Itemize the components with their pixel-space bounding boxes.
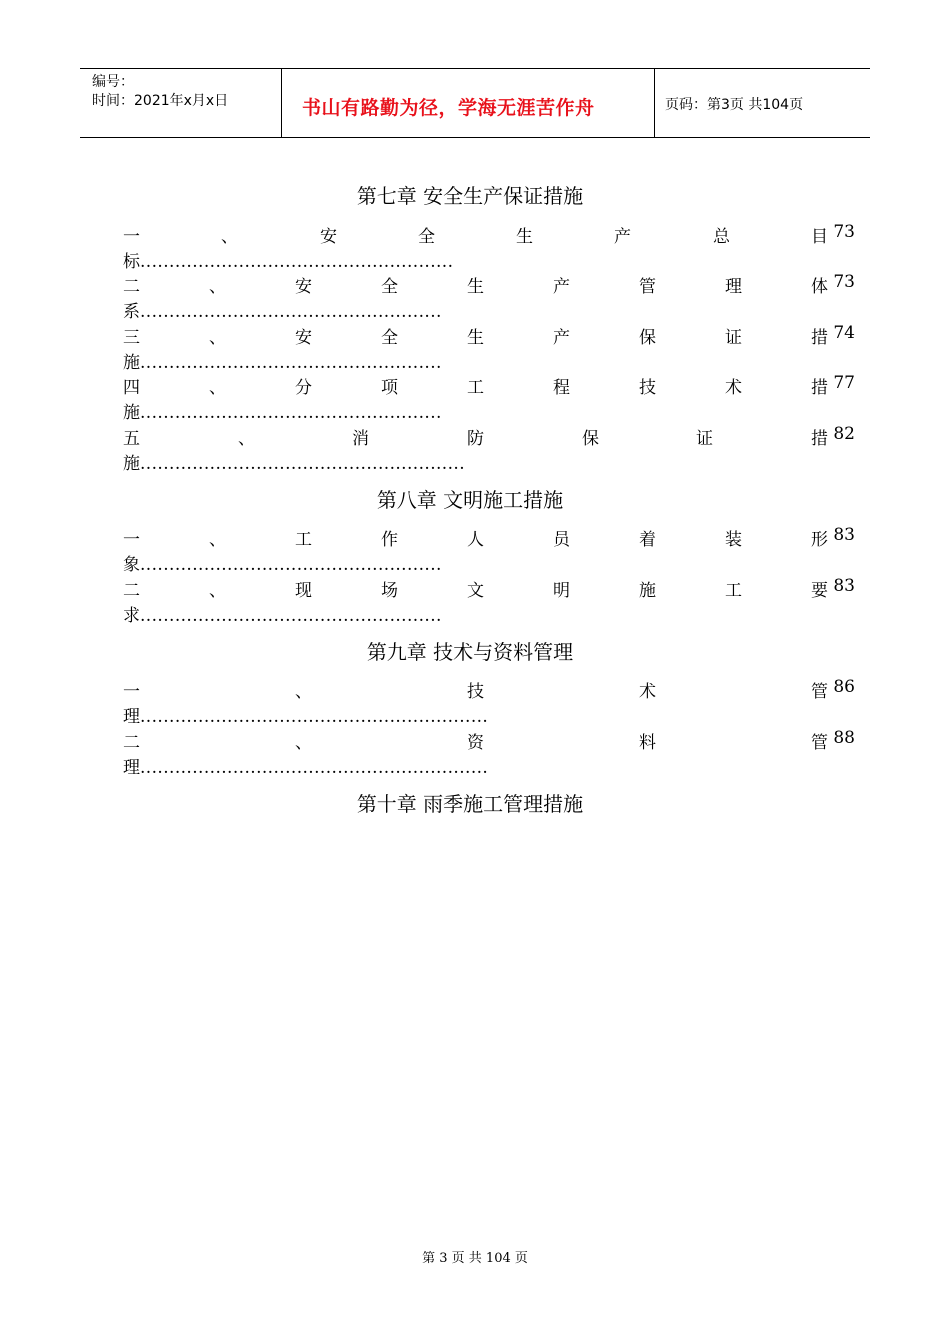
toc-dot-leader: .................................................... — [140, 353, 442, 373]
toc-entry-title-line — [123, 272, 855, 298]
toc-entry-char: 人 — [467, 530, 484, 550]
toc-dot-leader: .................................................... — [140, 403, 442, 423]
document-code-label: 编号： — [92, 74, 134, 90]
toc-entry-continuation — [123, 297, 442, 322]
toc-entry-char: 员 — [553, 530, 570, 550]
toc-entry-char: 全 — [418, 227, 435, 247]
header-page-info: 页码：第3页 共104页 — [665, 97, 804, 113]
toc-entry-char: 工 — [295, 530, 312, 550]
toc-entry-tail-char: 施 — [123, 403, 140, 423]
header-page-cell — [655, 69, 870, 137]
toc-entry-char: 三 — [123, 328, 140, 348]
toc-entry-title-line — [123, 728, 855, 754]
toc-entry-char: 全 — [381, 277, 398, 297]
toc-entry-char: 一 — [123, 530, 140, 550]
toc-entry-title-line — [123, 677, 855, 703]
toc-entry-char: 项 — [381, 378, 398, 398]
toc-dot-leader: ............................................................ — [140, 758, 489, 778]
toc-entry-char: 安 — [295, 277, 312, 297]
toc-entry-char: 管 — [811, 682, 828, 702]
toc-entry-char: 文 — [467, 581, 484, 601]
toc-entry-char: 、 — [295, 733, 312, 753]
toc-entry-continuation — [123, 247, 453, 272]
toc-entry-char: 目 — [811, 227, 828, 247]
toc-entry-tail-char: 求 — [123, 606, 140, 626]
toc-entry-char: 场 — [381, 581, 398, 601]
toc-entry-char: 一 — [123, 227, 140, 247]
toc-dot-leader: ............................................................ — [140, 707, 489, 727]
toc-entry-char: 二 — [123, 733, 140, 753]
toc-entry-title-line — [123, 222, 855, 248]
toc-entry-char: 着 — [639, 530, 656, 550]
toc-entry-char: 措 — [811, 429, 828, 449]
toc-entry-char: 形 — [811, 530, 828, 550]
toc-entry-char: 产 — [553, 328, 570, 348]
toc-entry-char: 措 — [811, 378, 828, 398]
toc-entry-tail-char: 理 — [123, 707, 140, 727]
toc-dot-leader: .................................................... — [140, 606, 442, 626]
toc-entry-tail-char: 系 — [123, 302, 140, 322]
toc-entry-char: 、 — [295, 682, 312, 702]
toc-entry-char: 技 — [467, 682, 484, 702]
toc-entry-char: 消 — [352, 429, 369, 449]
toc-entry-char: 理 — [725, 277, 742, 297]
toc-entry-char: 、 — [238, 429, 255, 449]
toc-entry-page-number: 83 — [833, 525, 855, 545]
toc-entry-title-line — [123, 424, 855, 450]
toc-entry-title-line — [123, 323, 855, 349]
toc-entry-title-line — [123, 525, 855, 551]
toc-entry-tail-char: 理 — [123, 758, 140, 778]
toc-entry-char: 管 — [811, 733, 828, 753]
toc-entry-page-number: 83 — [833, 576, 855, 596]
toc-entry-char: 防 — [467, 429, 484, 449]
toc-entry-char: 工 — [467, 378, 484, 398]
toc-entry-char: 术 — [639, 682, 656, 702]
toc-entry-tail-char: 标 — [123, 252, 140, 272]
toc-entry-char: 要 — [811, 581, 828, 601]
toc-entry-char: 二 — [123, 581, 140, 601]
toc-entry-char: 料 — [639, 733, 656, 753]
toc-entry-char: 技 — [639, 378, 656, 398]
toc-dot-leader: ...................................................... — [140, 252, 454, 272]
toc-entry-char: 五 — [123, 429, 140, 449]
toc-entry-char: 全 — [381, 328, 398, 348]
toc-entry-char: 作 — [381, 530, 398, 550]
toc-entry-char: 保 — [639, 328, 656, 348]
page-footer: 第 3 页 共 104 页 — [422, 1251, 528, 1266]
toc-entry-char: 现 — [295, 581, 312, 601]
toc-entry-tail-char: 施 — [123, 454, 140, 474]
toc-entry-char: 总 — [713, 227, 730, 247]
toc-entry-page-number: 88 — [833, 728, 855, 748]
toc-entry-char: 工 — [725, 581, 742, 601]
toc-entry-page-number: 73 — [833, 272, 855, 292]
toc-entry-char: 证 — [696, 429, 713, 449]
toc-entry-char: 、 — [209, 277, 226, 297]
toc-entry-page-number: 86 — [833, 677, 855, 697]
toc-entry-continuation — [123, 449, 465, 474]
toc-entry-continuation — [123, 702, 488, 727]
toc-entry-char: 术 — [725, 378, 742, 398]
toc-entry-char: 、 — [209, 378, 226, 398]
toc-entry-char: 程 — [553, 378, 570, 398]
toc-entry-tail-char: 施 — [123, 353, 140, 373]
toc-entry-char: 、 — [209, 328, 226, 348]
toc-entry-char: 施 — [639, 581, 656, 601]
header-meta-cell — [80, 69, 282, 137]
toc-entry-char: 二 — [123, 277, 140, 297]
toc-entry-char: 分 — [295, 378, 312, 398]
toc-entry-char: 生 — [516, 227, 533, 247]
toc-entry-char: 装 — [725, 530, 742, 550]
toc-entry-continuation — [123, 348, 442, 373]
toc-dot-leader: .................................................... — [140, 302, 442, 322]
toc-entry-continuation — [123, 601, 442, 626]
toc-entry-char: 措 — [811, 328, 828, 348]
toc-entry-continuation — [123, 550, 442, 575]
page-header — [80, 68, 870, 138]
toc-entry-char: 、 — [209, 581, 226, 601]
toc-entry-char: 、 — [221, 227, 238, 247]
toc-entry-continuation — [123, 753, 488, 778]
toc-entry-char: 体 — [811, 277, 828, 297]
toc-entry-char: 安 — [320, 227, 337, 247]
toc-dot-leader: ........................................................ — [140, 454, 466, 474]
chapter-heading: 第十章 雨季施工管理措施 — [356, 792, 584, 816]
toc-entry-char: 产 — [553, 277, 570, 297]
toc-entry-char: 产 — [614, 227, 631, 247]
toc-entry-page-number: 77 — [833, 373, 855, 393]
toc-entry-char: 保 — [582, 429, 599, 449]
toc-entry-continuation — [123, 398, 442, 423]
toc-dot-leader: .................................................... — [140, 555, 442, 575]
toc-entry-page-number: 82 — [833, 424, 855, 444]
header-motto-cell — [282, 69, 655, 137]
document-date: 时间：2021年x月x日 — [92, 93, 229, 109]
chapter-heading: 第七章 安全生产保证措施 — [356, 184, 584, 208]
toc-entry-char: 资 — [467, 733, 484, 753]
chapter-heading: 第八章 文明施工措施 — [376, 488, 564, 512]
toc-entry-char: 生 — [467, 277, 484, 297]
toc-entry-char: 安 — [295, 328, 312, 348]
toc-entry-char: 管 — [639, 277, 656, 297]
toc-entry-char: 、 — [209, 530, 226, 550]
toc-entry-char: 证 — [725, 328, 742, 348]
toc-entry-char: 四 — [123, 378, 140, 398]
toc-entry-page-number: 73 — [833, 222, 855, 242]
chapter-heading: 第九章 技术与资料管理 — [366, 640, 574, 664]
toc-entry-page-number: 74 — [833, 323, 855, 343]
toc-entry-char: 明 — [553, 581, 570, 601]
toc-entry-title-line — [123, 373, 855, 399]
toc-entry-tail-char: 象 — [123, 555, 140, 575]
toc-entry-char: 一 — [123, 682, 140, 702]
toc-entry-char: 生 — [467, 328, 484, 348]
toc-entry-title-line — [123, 576, 855, 602]
header-motto: 书山有路勤为径，学海无涯苦作舟 — [302, 97, 595, 119]
